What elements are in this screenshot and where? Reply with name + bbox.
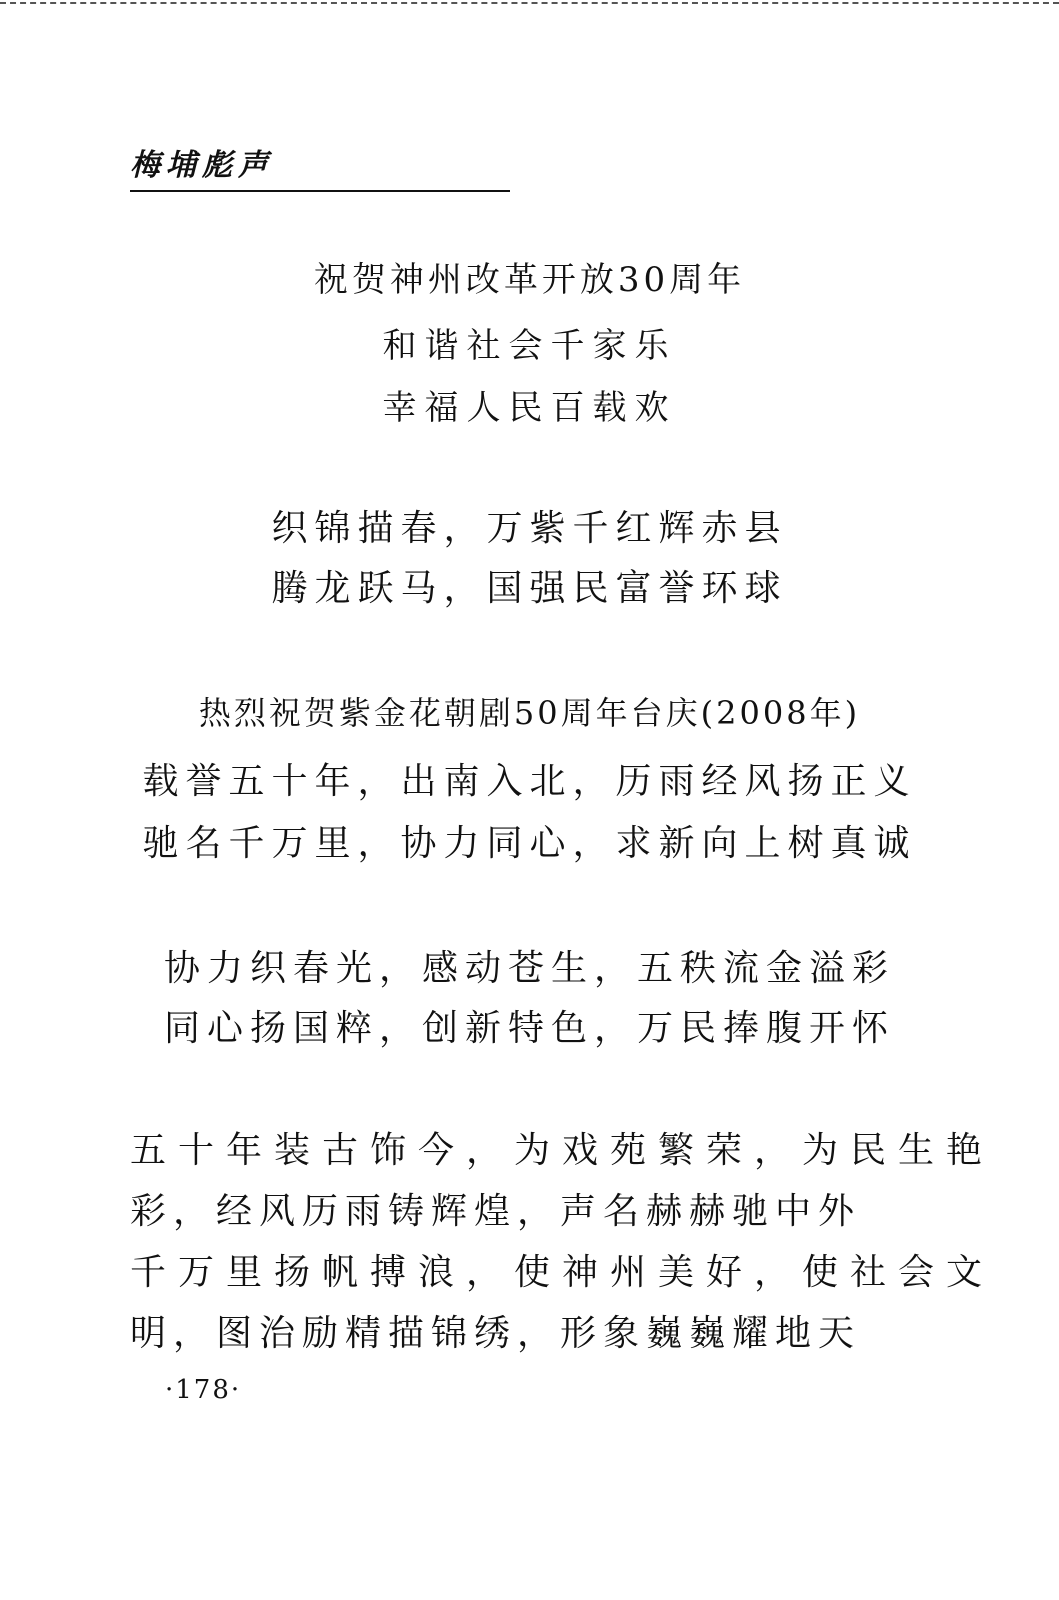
couplet-2a-line-1: 载誉五十年，出南入北，历雨经风扬正义 [142,761,917,802]
top-border-line [0,2,1059,4]
couplet-2a-line-2: 驰名千万里，协力同心，求新向上树真诚 [142,823,917,864]
poem-line-2: 幸福人民百载欢 [382,388,677,428]
couplet-2b-line-2: 同心扬国粹，创新特色，万民捧腹开怀 [163,1008,895,1049]
running-header-title: 梅埔彪声 [130,148,274,183]
running-header [130,140,510,192]
long-couplet-line-3: 千万里扬帆搏浪，使神州美好，使社会文 [130,1252,995,1293]
couplet-1-line-2: 腾龙跃马，国强民富誉环球 [271,568,788,609]
section-2-title: 热烈祝贺紫金花朝剧50周年台庆(2008年) [198,694,861,732]
long-couplet-line-2: 彩，经风历雨铸辉煌，声名赫赫驰中外 [130,1191,862,1232]
long-couplet-line-1: 五十年装古饰今，为戏苑繁荣，为民生艳 [130,1130,995,1171]
page-number: ·178· [165,1375,242,1405]
couplet-2b-line-1: 协力织春光，感动苍生，五秩流金溢彩 [163,948,895,989]
poem-title: 祝贺神州改革开放30周年 [313,260,746,300]
long-couplet-line-4: 明，图治励精描锦绣，形象巍巍耀地天 [130,1313,862,1354]
poem-line-1: 和谐社会千家乐 [382,326,677,366]
couplet-1-line-1: 织锦描春，万紫千红辉赤县 [271,508,788,549]
